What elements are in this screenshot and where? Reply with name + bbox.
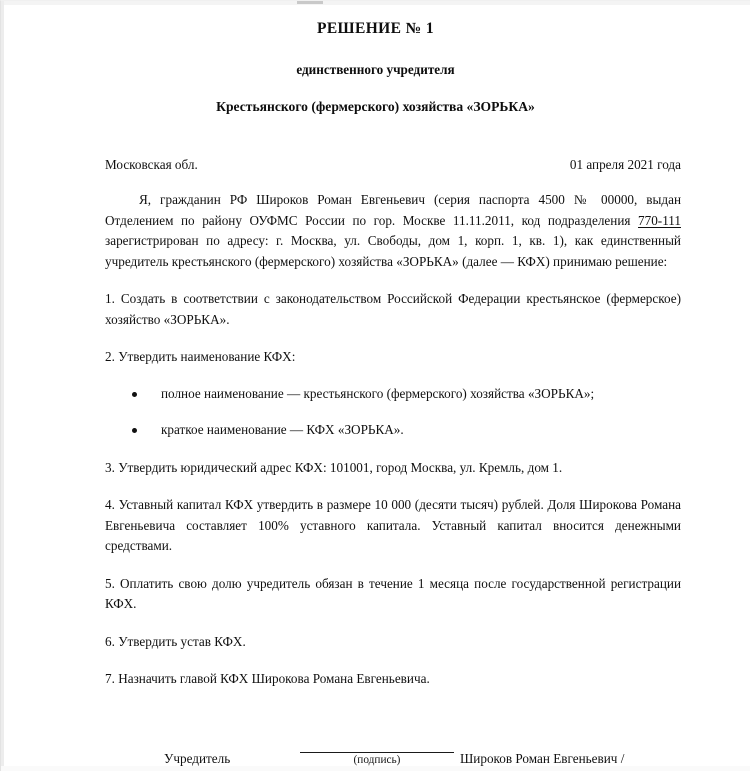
decision-item-1: 1. Создать в соответствии с законодательством Российской Федерации крестьянское (фермерское) хозяйство «ЗОРЬКА». (105, 291, 681, 327)
document-content (1, 20, 750, 767)
preamble-text-part1: Я, гражданин РФ Широков Роман Евгеньевич (серия паспорта 4500 № 00000, выдан Отделением по району ОУФМС России по гор. Москве 11.11.2011, код подразделения (105, 192, 681, 228)
list-item (105, 384, 681, 405)
bullet-dot-icon (132, 392, 137, 397)
document-title: РЕШЕНИЕ № 1 (316, 20, 435, 37)
signature-role-label: Учредитель (164, 750, 231, 766)
decision-item-6: 6. Утвердить устав КФХ. (105, 633, 246, 649)
naming-bullet-list (105, 384, 681, 441)
decision-item-2: 2. Утвердить наименование КФХ: (105, 349, 296, 364)
signature-row (164, 739, 750, 767)
decision-item-4: 4. Уставный капитал КФХ утвердить в размере 10 000 (десяти тысяч) рублей. Доля Широкова Романа Евгеньевича составляет 100% уставного капитала. Уставный капитал вносится денежными средствами. (105, 497, 681, 553)
signature-line (300, 739, 454, 753)
decision-item-7: 7. Назначить главой КФХ Широкова Романа Евгеньевича. (105, 671, 430, 686)
signature-name: Широков Роман Евгеньевич / (460, 750, 625, 766)
document-date: 01 апреля 2021 года (569, 157, 681, 172)
signature-line-group (300, 739, 454, 766)
document-subtitle: единственного учредителя (296, 62, 455, 77)
document-organization: Крестьянского (фермерского) хозяйства «ЗОРЬКА» (216, 99, 535, 114)
list-item-label: полное наименование — крестьянского (фермерского) хозяйства «ЗОРЬКА»; (161, 385, 595, 401)
document-body (105, 190, 681, 690)
list-item (105, 420, 681, 441)
decision-item-5: 5. Оплатить свою долю учредитель обязан в течение 1 месяца после государственной регистрации КФХ. (105, 575, 681, 611)
scan-edge-notch (297, 1, 323, 4)
decision-item-3: 3. Утвердить юридический адрес КФХ: 101001, город Москва, ул. Кремль, дом 1. (105, 459, 563, 475)
preamble-paragraph (105, 190, 681, 272)
bullet-dot-icon (132, 428, 137, 433)
scan-edge-bottom (1, 766, 750, 771)
scan-edge-top (1, 1, 750, 5)
document-meta-row (105, 157, 681, 173)
signature-block (1, 739, 750, 767)
signature-line-caption: (подпись) (353, 753, 401, 766)
passport-division-code: 770-111 (638, 212, 681, 228)
list-item-label: краткое наименование — КФХ «ЗОРЬКА». (161, 422, 404, 437)
preamble-text-part2: зарегистрирован по адресу: г. Москва, ул. Свободы, дом 1, корп. 1, кв. 1), как единственный учредитель крестьянского (фермерского) хозяйства «ЗОРЬКА» (далее — КФХ) принимаю решение: (105, 233, 681, 269)
document-place: Московская обл. (105, 157, 198, 172)
